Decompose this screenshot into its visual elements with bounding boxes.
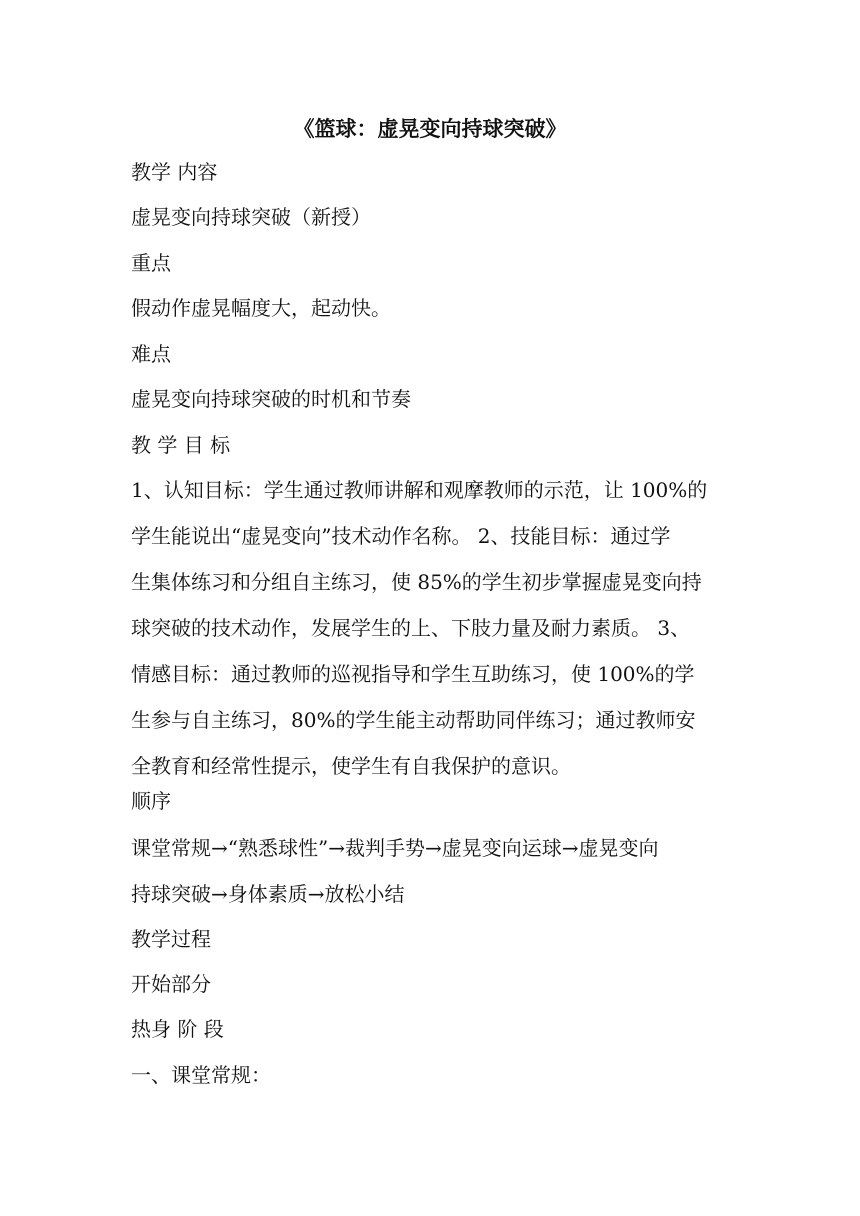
document-title: 《篮球：虚晃变向持球突破》 — [293, 116, 567, 141]
routine-label: 一、课堂常规： — [131, 1063, 271, 1087]
sequence-paragraph — [131, 825, 731, 917]
process-label: 教学过程 — [131, 927, 211, 951]
goals-line: 生集体练习和分组自主练习，使 85%的学生初步掌握虚晃变向持 — [131, 570, 702, 594]
content-label: 教学 内容 — [131, 160, 218, 184]
goals-line: 全教育和经常性提示，使学生有自我保护的意识。 — [131, 754, 571, 778]
key-value: 假动作虚晃幅度大，起动快。 — [131, 296, 391, 320]
goals-line: 球突破的技术动作，发展学生的上、下肢力量及耐力素质。 3、 — [131, 616, 691, 640]
goals-line: 1、认知目标：学生通过教师讲解和观摩教师的示范，让 100%的 — [131, 478, 708, 502]
goals-line: 学生能说出“虚晃变向”技术动作名称。 2、技能目标：通过学 — [131, 524, 671, 548]
goals-line: 生参与自主练习，80%的学生能主动帮助同伴练习；通过教师安 — [131, 708, 696, 732]
goals-line: 情感目标：通过教师的巡视指导和学生互助练习，使 100%的学 — [131, 662, 695, 686]
content-value: 虚晃变向持球突破（新授） — [131, 205, 371, 229]
key-label: 重点 — [131, 251, 171, 275]
sequence-label: 顺序 — [131, 789, 171, 813]
sequence-line: 课堂常规→“熟悉球性”→裁判手势→虚晃变向运球→虚晃变向 — [131, 836, 659, 860]
start-label: 开始部分 — [131, 972, 211, 996]
goals-paragraph — [131, 467, 731, 789]
warmup-label: 热身 阶 段 — [131, 1017, 224, 1041]
difficulty-value: 虚晃变向持球突破的时机和节奏 — [131, 387, 411, 411]
goals-label: 教 学 目 标 — [131, 433, 231, 457]
sequence-line: 持球突破→身体素质→放松小结 — [131, 882, 405, 906]
difficulty-label: 难点 — [131, 342, 171, 366]
